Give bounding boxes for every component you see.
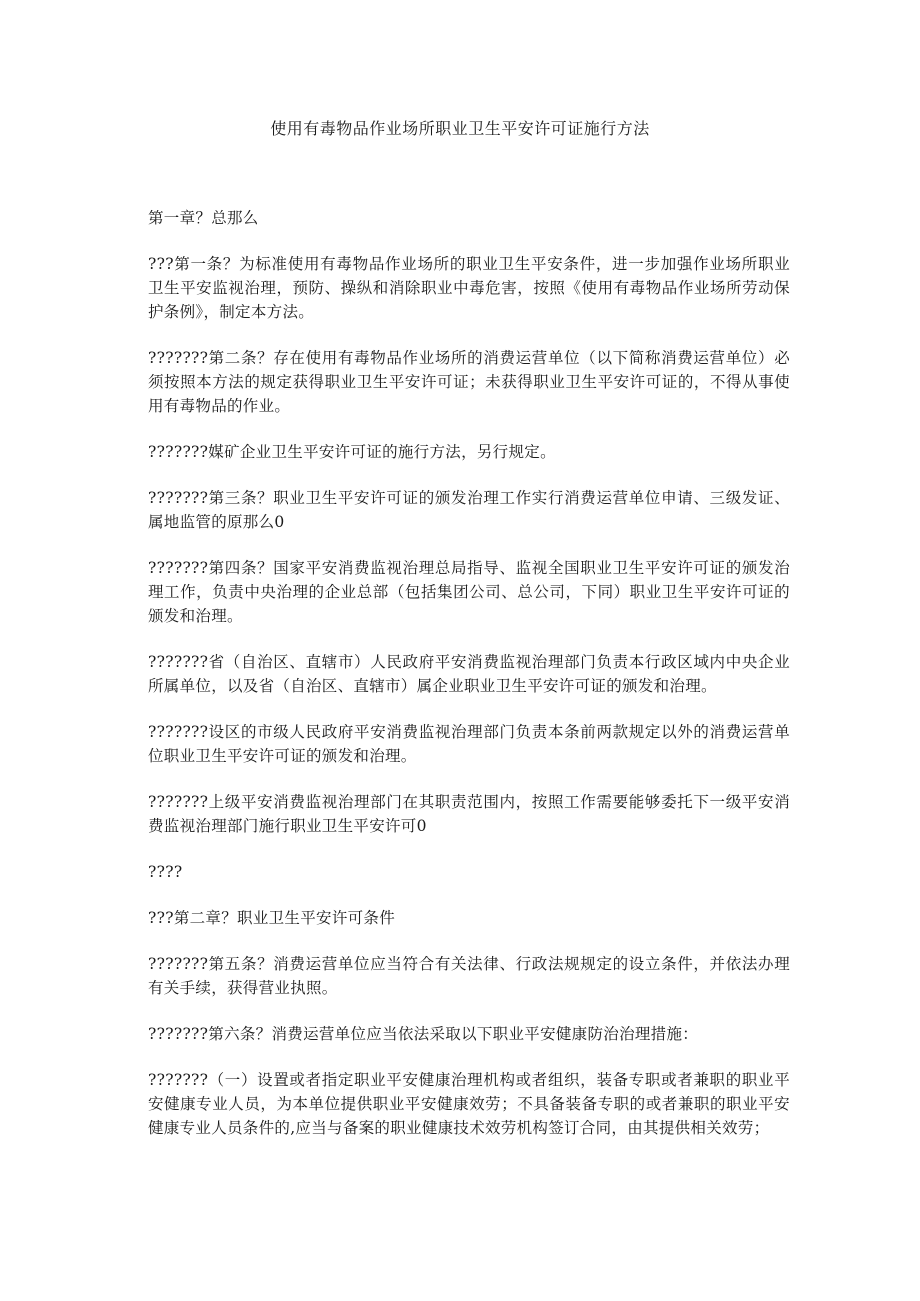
paragraph: ???????第三条？职业卫生平安许可证的颁发治理工作实行消费运营单位申请、三级发证、属地监管的原那么0 bbox=[148, 489, 790, 531]
paragraph: ???????（一）设置或者指定职业平安健康治理机构或者组织，装备专职或者兼职的职业平安健康专业人员，为本单位提供职业平安健康效劳；不具备装备专职的或者兼职的职业平安健康专业人员条件的,应当与备案的职业健康技术效劳机构签订合同，由其提供相关效劳； bbox=[148, 1071, 790, 1137]
chapter-heading: ???第二章？职业卫生平安许可条件 bbox=[148, 909, 396, 927]
document-title: 使用有毒物品作业场所职业卫生平安许可证施行方法 bbox=[270, 119, 650, 138]
paragraph: ???????设区的市级人民政府平安消费监视治理部门负责本条前两款规定以外的消费运营单位职业卫生平安许可证的颁发和治理。 bbox=[148, 723, 790, 765]
chapter-heading: 第一章？总那么 bbox=[148, 209, 259, 227]
paragraph: ???????上级平安消费监视治理部门在其职责范围内，按照工作需要能够委托下一级平安消费监视治理部门施行职业卫生平安许可0 bbox=[148, 793, 790, 835]
paragraph: ???????省（自治区、直辖市）人民政府平安消费监视治理部门负责本行政区域内中央企业所属单位，以及省（自治区、直辖市）属企业职业卫生平安许可证的颁发和治理。 bbox=[148, 653, 790, 695]
paragraph: ???第一条？为标准使用有毒物品作业场所的职业卫生平安条件，进一步加强作业场所职业卫生平安监视治理，预防、操纵和消除职业中毒危害，按照《使用有毒物品作业场所劳动保护条例》，制定本方法。 bbox=[148, 255, 790, 321]
paragraph: ???? bbox=[148, 863, 183, 881]
paragraph: ???????第六条？消费运营单位应当依法采取以下职业平安健康防治治理措施： bbox=[148, 1025, 699, 1043]
paragraph: ???????第四条？国家平安消费监视治理总局指导、监视全国职业卫生平安许可证的颁发治理工作，负责中央治理的企业总部（包括集团公司、总公司，下同）职业卫生平安许可证的颁发和治理。 bbox=[148, 559, 790, 625]
paragraph: ???????第五条？消费运营单位应当符合有关法律、行政法规规定的设立条件，并依法办理有关手续，获得营业执照。 bbox=[148, 955, 790, 997]
document-body bbox=[136, 206, 790, 1162]
paragraph: ???????媒矿企业卫生平安许可证的施行方法，另行规定。 bbox=[148, 443, 556, 461]
paragraph: ???????第二条？存在使用有毒物品作业场所的消费运营单位（以下简称消费运营单位）必须按照本方法的规定获得职业卫生平安许可证；未获得职业卫生平安许可证的，不得从事使用有毒物品的作业。 bbox=[148, 349, 790, 415]
